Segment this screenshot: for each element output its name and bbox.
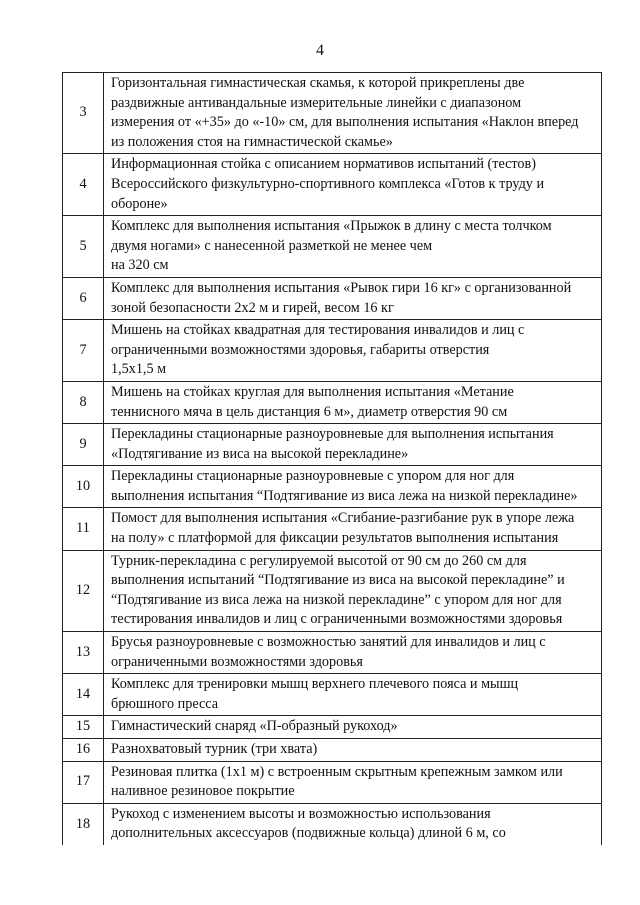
description-line: раздвижные антивандальные измерительные линейки с диапазоном (111, 94, 522, 111)
row-description (104, 73, 602, 154)
table-row (63, 466, 602, 508)
row-description (104, 277, 602, 319)
table-row (63, 73, 602, 154)
row-number: 3 (63, 73, 104, 154)
row-description (104, 381, 602, 423)
description-line: Турник-перекладина с регулируемой высотой от 90 см до 260 см для (111, 552, 527, 569)
row-number: 13 (63, 632, 104, 674)
description-line: Гимнастический снаряд «П-образный рукоход» (111, 718, 398, 735)
equipment-table (62, 72, 602, 845)
description-line: из положения стоя на гимнастической скамье» (111, 133, 393, 150)
description-line: брюшного пресса (111, 695, 219, 712)
row-description (104, 216, 602, 278)
row-description (104, 739, 602, 762)
row-number: 8 (63, 381, 104, 423)
description-line: выполнения испытаний “Подтягивание из виса на высокой перекладине” и (111, 572, 565, 589)
row-description (104, 803, 602, 845)
description-line: Всероссийского физкультурно-спортивного комплекса «Готов к труду и (111, 175, 545, 192)
description-line: Комплекс для выполнения испытания «Рывок гири 16 кг» с организованной (111, 279, 572, 296)
description-line: Мишень на стойках круглая для выполнения испытания «Метание (111, 383, 514, 400)
row-description (104, 674, 602, 716)
row-description (104, 320, 602, 382)
table-row (63, 381, 602, 423)
row-number: 16 (63, 739, 104, 762)
description-line: зоной безопасности 2х2 м и гирей, весом 16 кг (111, 299, 394, 316)
row-number: 11 (63, 508, 104, 550)
description-line: ограниченными возможностями здоровья, габариты отверстия (111, 341, 490, 358)
description-line: тестирования инвалидов и лиц с ограниченными возможностями здоровья (111, 611, 563, 628)
row-description (104, 761, 602, 803)
description-line: Рукоход с изменением высоты и возможностью использования (111, 805, 491, 822)
description-line: Брусья разноуровневые с возможностью занятий для инвалидов и лиц с (111, 634, 546, 651)
description-line: Комплекс для тренировки мышц верхнего плечевого пояса и мышц (111, 676, 519, 693)
row-description (104, 716, 602, 739)
description-line: двумя ногами» с нанесенной разметкой не менее чем (111, 237, 433, 254)
description-line: 1,5х1,5 м (111, 361, 167, 378)
description-line: Горизонтальная гимнастическая скамья, к которой прикреплены две (111, 75, 525, 91)
row-description (104, 424, 602, 466)
table-row (63, 632, 602, 674)
table-row (63, 154, 602, 216)
row-number: 17 (63, 761, 104, 803)
description-line: Перекладины стационарные разноуровневые для выполнения испытания (111, 426, 554, 443)
description-line: Перекладины стационарные разноуровневые с упором для ног для (111, 468, 515, 485)
description-line: выполнения испытания “Подтягивание из виса лежа на низкой перекладине» (111, 487, 578, 504)
row-description (104, 508, 602, 550)
table-row (63, 803, 602, 845)
row-number: 7 (63, 320, 104, 382)
description-line: Комплекс для выполнения испытания «Прыжок в длину с места толчком (111, 218, 552, 235)
table-row (63, 716, 602, 739)
table-row (63, 674, 602, 716)
row-number: 5 (63, 216, 104, 278)
row-description (104, 632, 602, 674)
description-line: наливное резиновое покрытие (111, 783, 295, 800)
row-number: 14 (63, 674, 104, 716)
row-description (104, 154, 602, 216)
description-line: на полу» с платформой для фиксации результатов выполнения испытания (111, 530, 559, 547)
description-line: Разнохватовый турник (три хвата) (111, 741, 318, 757)
table-row (63, 739, 602, 762)
row-number: 10 (63, 466, 104, 508)
row-number: 9 (63, 424, 104, 466)
description-line: ограниченными возможностями здоровья (111, 653, 363, 670)
row-description (104, 466, 602, 508)
row-number: 15 (63, 716, 104, 739)
description-line: дополнительных аксессуаров (подвижные кольца) длиной 6 м, со (111, 825, 506, 842)
row-description (104, 550, 602, 631)
description-line: «Подтягивание из виса на высокой перекладине» (111, 445, 409, 462)
equipment-table-body (63, 73, 602, 845)
description-line: обороне» (111, 195, 168, 212)
description-line: измерения от «+35» до «-10» см, для выполнения испытания «Наклон вперед (111, 114, 579, 131)
row-number: 6 (63, 277, 104, 319)
table-row (63, 508, 602, 550)
description-line: теннисного мяча в цель дистанция 6 м», диаметр отверстия 90 см (111, 403, 508, 420)
row-number: 18 (63, 803, 104, 845)
table-row (63, 216, 602, 278)
table-row (63, 550, 602, 631)
table-row (63, 277, 602, 319)
description-line: Помост для выполнения испытания «Сгибание-разгибание рук в упоре лежа (111, 510, 575, 527)
table-row (63, 424, 602, 466)
description-line: Информационная стойка с описанием нормативов испытаний (тестов) (111, 156, 536, 173)
table-row (63, 761, 602, 803)
description-line: Мишень на стойках квадратная для тестирования инвалидов и лиц с (111, 322, 525, 339)
page-number: 4 (316, 42, 324, 59)
table-row (63, 320, 602, 382)
description-line: на 320 см (111, 257, 169, 274)
description-line: “Подтягивание из виса лежа на низкой перекладине” с упором для ног для (111, 591, 562, 608)
row-number: 4 (63, 154, 104, 216)
description-line: Резиновая плитка (1х1 м) с встроенным скрытным крепежным замком или (111, 763, 563, 780)
row-number: 12 (63, 550, 104, 631)
